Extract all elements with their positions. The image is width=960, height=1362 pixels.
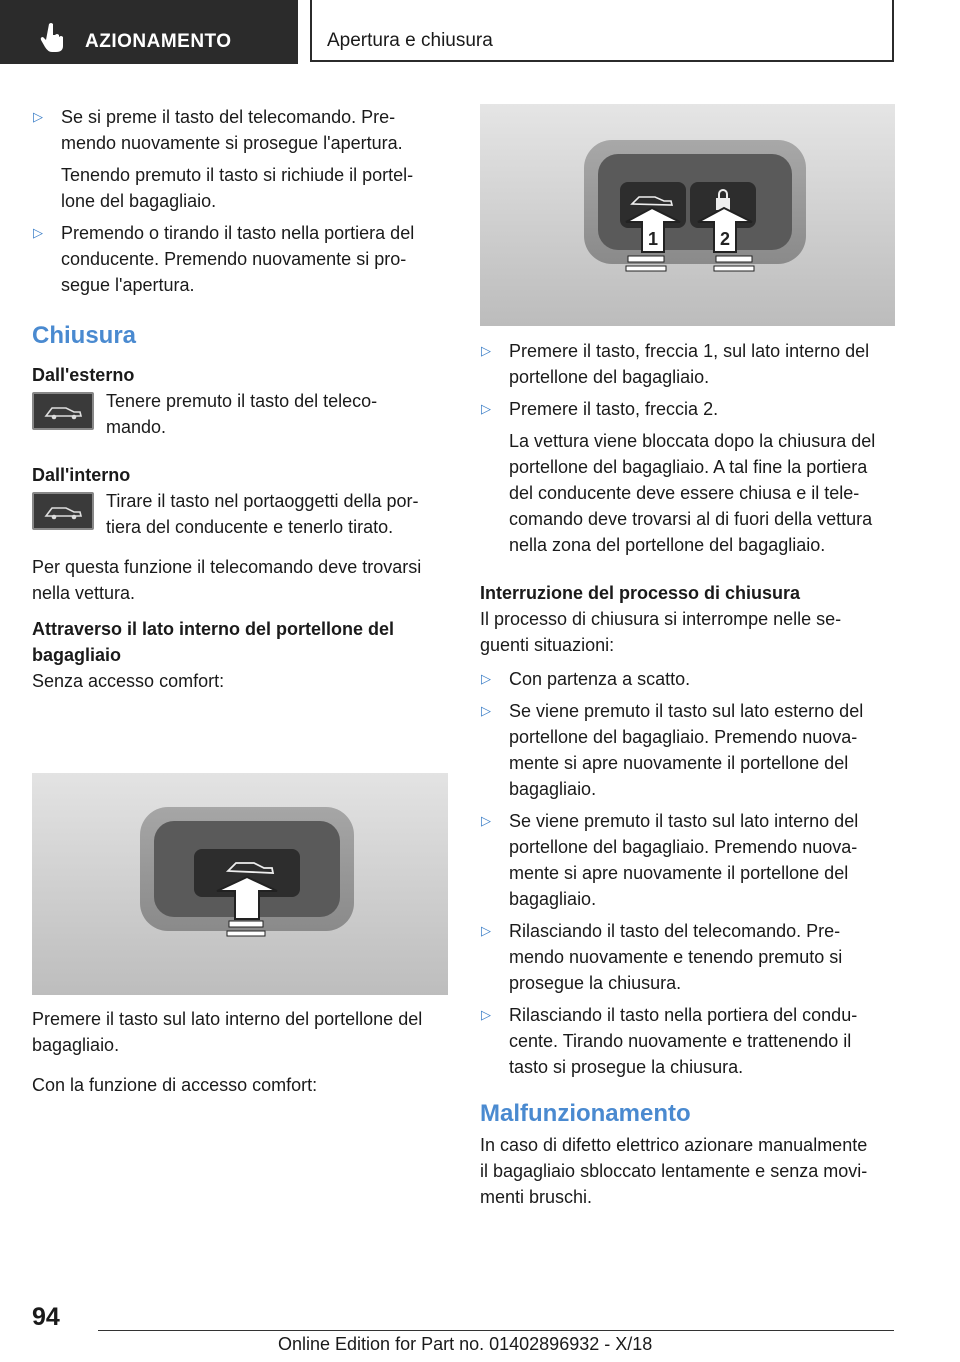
right-column [480,338,900,1210]
list-item: ▷ Rilasciando il tasto del telecomando. Pre- mendo nuovamente e tenendo premuto si prosegue la chiusura. [480,918,900,996]
outside-instruction: Tenere premuto il tasto del teleco- mando. [32,388,452,448]
list-item: ▷ Rilasciando il tasto nella portiera del condu- cente. Tirando nuovamente e trattenendo il tasto si prosegue la chiusura. [480,1002,900,1080]
bullet-triangle-icon: ▷ [481,1007,491,1022]
list-item: ▷ Premere il tasto, freccia 2. La vettura viene bloccata dopo la chiusura del portellone del bagagliaio. A tal fine la portiera del conducente deve essere chiusa e il tele- comando deve trovarsi al di fuori della vettura nella zona del portellone del bagagliaio. [480,396,900,558]
left-bottom-text [32,1006,452,1098]
arrow-2-label: 2 [719,229,731,249]
subheading-inside: Dall'interno [32,465,131,485]
no-comfort-label: Senza accesso comfort: [32,671,225,691]
page-number: 94 [32,1303,60,1331]
photo-caption: Premere il tasto sul lato interno del portellone del bagagliaio. [32,1009,423,1055]
subheading-interruption: Interruzione del processo di chiusura [480,583,801,603]
car-tailgate-icon [32,492,94,530]
car-tailgate-icon [32,392,94,430]
section-tab [0,0,298,64]
malfunction-text: In caso di difetto elettrico azionare manualmente il bagagliaio sbloccato lentamente e senza movi- menti bruschi. [480,1135,868,1207]
bullet-triangle-icon: ▷ [481,703,491,718]
bullet-triangle-icon: ▷ [481,813,491,828]
list-item: ▷ Se viene premuto il tasto sul lato interno del portellone del bagagliaio. Premendo nuova- mente si apre nuovamente il portellone del bagagliaio. [480,808,900,912]
list-item: ▷ Se viene premuto il tasto sul lato esterno del portellone del bagagliaio. Premendo nuova- mente si apre nuovamente il portellone del bagagliaio. [480,698,900,802]
list-item: ▷ Premendo o tirando il tasto nella portiera del conducente. Premendo nuovamente si pro- segue l'apertura. [32,220,452,298]
bullet-triangle-icon: ▷ [481,923,491,938]
list-item: ▷ Premere il tasto, freccia 1, sul lato interno del portellone del bagagliaio. [480,338,900,390]
note: Per questa funzione il telecomando deve trovarsi nella vettura. [32,557,422,603]
list-item: ▷ Con partenza a scatto. [480,666,900,692]
subheading-tailgate: Attraverso il lato interno del portellone del bagagliaio [32,619,395,665]
chapter-title: Apertura e chiusura [327,30,493,51]
bullet-triangle-icon: ▷ [481,343,491,358]
footer-edition: Online Edition for Part no. 01402896932 - X/18 [278,1334,653,1354]
bullet-triangle-icon: ▷ [481,671,491,686]
inside-instruction: Tirare il tasto nel portaoggetti della por- tiera del conducente e tenerlo tirato. [32,488,452,544]
with-comfort-label: Con la funzione di accesso comfort: [32,1075,318,1095]
arrow-1-label: 1 [647,229,659,249]
bullet-triangle-icon: ▷ [481,401,491,416]
left-column [32,104,452,694]
chapter-box [310,0,894,62]
bullet-triangle-icon: ▷ [33,109,43,124]
footer-divider [98,1330,894,1331]
hand-pointer-icon [40,22,66,52]
heading-malfunzionamento: Malfunzionamento [480,1100,691,1127]
list-item: ▷ Se si preme il tasto del telecomando. Pre- mendo nuovamente si prosegue l'apertura. Tenendo premuto il tasto si richiude il portel- lone del bagagliaio. [32,104,452,214]
heading-chiusura: Chiusura [32,322,137,349]
subheading-outside: Dall'esterno [32,365,135,385]
tailgate-two-buttons-photo [480,104,895,326]
bullet-triangle-icon: ▷ [33,225,43,240]
interruption-intro: Il processo di chiusura si interrompe nelle se- guenti situazioni: [480,609,842,655]
tailgate-button-photo [32,773,448,995]
section-title: AZIONAMENTO [85,31,232,52]
